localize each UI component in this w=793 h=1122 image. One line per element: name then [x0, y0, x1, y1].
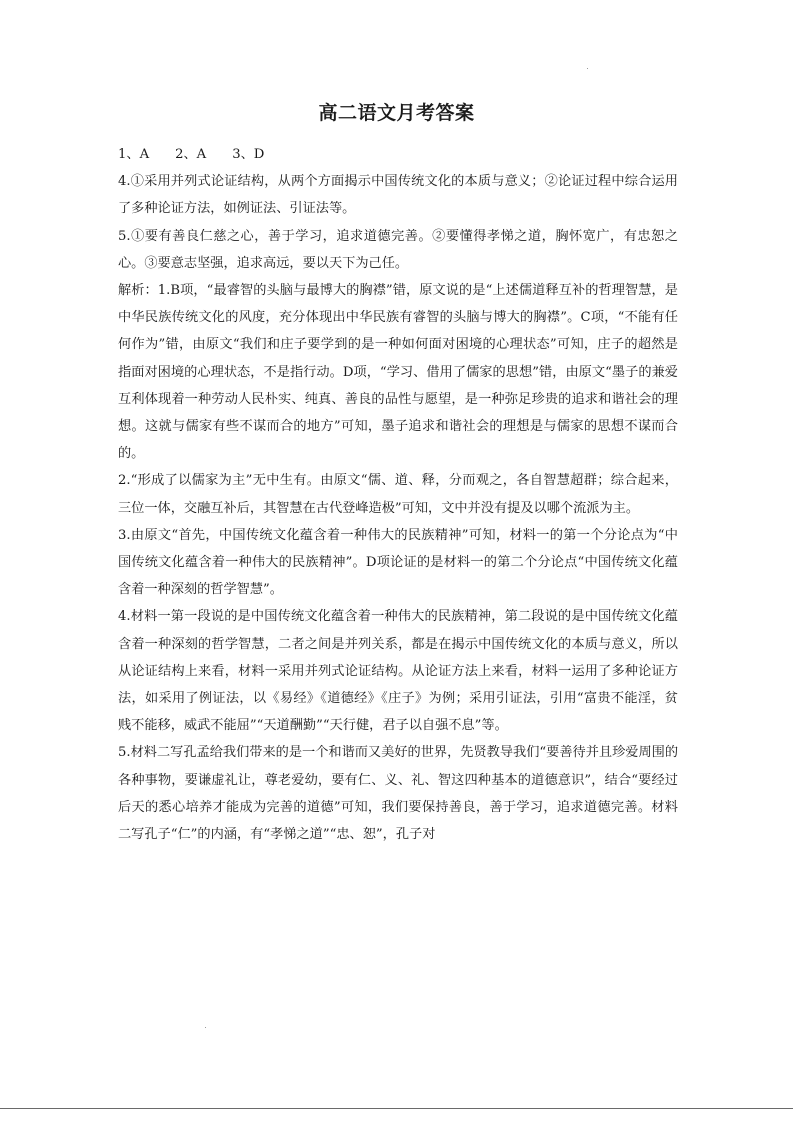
explanation-2: 2.“形成了以儒家为主”无中生有。由原文“儒、道、释，分而观之，各自智慧超群；综合起来，三位一体，交融互补后，其智慧在古代登峰造极”可知，文中并没有提及以哪个流派为主。	[118, 473, 678, 516]
explanation-3: 3.由原文“首先，中国传统文化蕴含着一种伟大的民族精神”可知，材料一的第一个分论点为“中国传统文化蕴含着一种伟大的民族精神”。D项论证的是材料一的第二个分论点“中国传统文化蕴含着一种深刻的哲学智慧”。	[118, 527, 678, 598]
explanation-4: 4.材料一第一段说的是中国传统文化蕴含着一种伟大的民族精神，第二段说的是中国传统文化蕴含着一种深刻的哲学智慧，二者之间是并列关系，都是在揭示中国传统文化的本质与意义，所以从论证结构上来看，材料一采用并列式论证结构。从论证方法上来看，材料一运用了多种论证方法，如采用了例证法，以《易经》《道德经》《庄子》为例；采用引证法，引用“富贵不能淫，贫贱不能移，威武不能屈”“天道酬勤”“天行健，君子以自强不息”等。	[118, 609, 678, 734]
page-bottom-divider	[0, 1108, 793, 1109]
scan-speck-top	[587, 68, 588, 69]
answer-item: 2、A	[175, 147, 207, 162]
explanation-5: 5.材料二写孔孟给我们带来的是一个和谐而又美好的世界，先贤教导我们“要善待并且珍爱周围的各种事物，要谦虚礼让，尊老爱幼，要有仁、义、礼、智这四种基本的道德意识”，结合“要经过后天的悉心培养才能成为完善的道德”可知，我们要保持善良，善于学习，追求道德完善。材料二写孔子“仁”的内涵，有“孝悌之道”“忠、恕”，孔子对	[118, 745, 679, 843]
multiple-choice-answers	[118, 141, 678, 168]
scan-speck-bottom	[205, 1027, 206, 1028]
explanation-1: 解析：1.B项，“最睿智的头脑与最博大的胸襟”错，原文说的是“上述儒道释互补的哲理智慧，是中华民族传统文化的风度，充分体现出中华民族有睿智的头脑与博大的胸襟”。C项，“不能有任何作为”错，由原文“我们和庄子要学到的是一种如何面对困境的心理状态”可知，庄子的超然是指面对困境的心理状态，不是指行动。D项，“学习、借用了儒家的思想”错，由原文“墨子的兼爱互利体现着一种劳动人民朴实、纯真、善良的品性与愿望，是一种弥足珍贵的追求和谐社会的理想。这就与儒家有些不谋而合的地方”可知，墨子追求和谐社会的理想是与儒家的思想不谋而合的。	[118, 283, 678, 462]
answer-item: 3、D	[232, 147, 265, 162]
answer-content	[118, 141, 678, 848]
answer-5: 5.①要有善良仁慈之心，善于学习，追求道德完善。②要懂得孝悌之道，胸怀宽广，有忠恕之心。③要意志坚强，追求高远，要以天下为己任。	[118, 228, 678, 271]
page-title: 高二语文月考答案	[318, 102, 475, 124]
answer-item: 1、A	[118, 147, 150, 162]
answer-4: 4.①采用并列式论证结构，从两个方面揭示中国传统文化的本质与意义；②论证过程中综合运用了多种论证方法，如例证法、引证法等。	[118, 174, 678, 217]
